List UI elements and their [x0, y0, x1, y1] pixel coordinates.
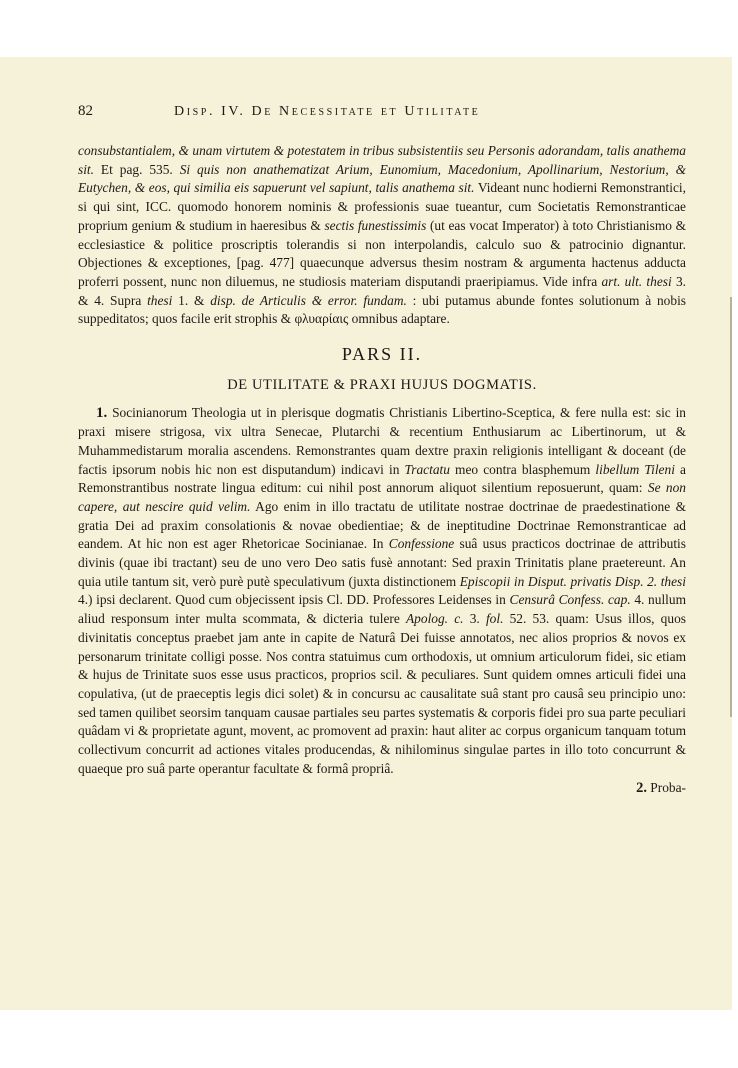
italic-text: disp. de Articulis & error. fundam. — [210, 292, 407, 308]
page-header — [78, 103, 686, 123]
text: suâ usus practicos doctrinae de attributis divinis (quae ibi tractant) seu de uno vero Deo satis fusè annotant: Sed praxin Trinitatis plane praetereunt. An quia utile tantum sit, verò purè putè speculativum (juxta distinctionem — [78, 536, 686, 589]
italic-text: libellum Tileni — [595, 461, 675, 477]
italic-text: Confessione — [388, 536, 455, 552]
paragraph-number: 1. — [96, 405, 108, 422]
catchword-text: Proba- — [646, 779, 686, 795]
italic-text: sectis funestissimis — [324, 217, 427, 233]
text: Et pag. 535. — [94, 161, 180, 177]
text: a Remonstrantibus nostrate lingua editum: cui nihil post annorum aliquot silentium reposuerunt, quam: — [78, 461, 686, 496]
page-number: 82 — [78, 103, 93, 119]
running-title: Disp. IV. De Necessitate et Utilitate — [174, 104, 481, 119]
italic-text: fol. — [485, 611, 504, 627]
italic-text: thesi — [147, 292, 173, 308]
next-paragraph-number: 2. — [636, 779, 647, 796]
italic-text: Apolog. c. — [406, 611, 464, 627]
text: meo contra blasphemum — [449, 461, 596, 477]
text: 3. — [463, 611, 486, 627]
text: 1. & — [172, 292, 211, 308]
page-edge — [730, 297, 732, 717]
italic-text: Tractatu — [404, 461, 450, 477]
italic-text: Censurâ Confess. cap. — [509, 592, 631, 608]
italic-text: Se non capere, aut nescire quid velim. — [78, 480, 687, 514]
italic-text: Episcopii in Disput. privatis Disp. 2. thesi — [459, 573, 686, 589]
catchword — [78, 779, 686, 798]
text: 4. nullum aliud responsum inter multa scommata, & dicteria tulere — [78, 592, 686, 627]
greek-word: φλυαρίαις — [294, 311, 349, 327]
section-subtitle: DE UTILITATE & PRAXI HUJUS DOGMATIS. — [227, 376, 537, 393]
paragraph-1 — [78, 404, 686, 778]
text: Ago enim in illo tractatu de utilitate nostrae doctrinae de praedestinatione & gratia Dei ad praxim consolationis & novae obedientiae; & de ineptitudine Doctrinae Remonstranticae ad eandem. At hic non est ager Rhetoricae Socinianae. In — [78, 498, 686, 552]
text: 52. 53. quam: Usus illos, quos divinitatis conceptus praebet jam ante in capite de Naturâ Dei fuisse annotatos, nec alios proprios & novos ex personarum trinitate colligi posse. Nos contra statuimus cum orthodoxis, ut omnium articulorum fidei, sic etiam & hujus de Trinitate suos esse usus practicos, proprios scil. & peculiares. Sunt quidem omnes articuli fidei una copulativa, (ut de praeceptis legis dici solet) & in concursu ac causalitate suâ stant pro causâ seu principio uno: sed tamen quilibet seorsim tanquam causae partiales seu partes systematis & corporis fidei pro sua parte peculiari quâdam vi & proprietate agunt, movent, ac promovent ad praxin: haut aliter ac corpus organicum tanquam totum collectivum concurrit ad actiones vitales producendas, & nihilominus singulae partes in illo toto concurrunt & quaeque pro suâ parte operantur facultate & formâ propriâ. — [78, 611, 686, 776]
text: omnibus adaptare. — [348, 311, 450, 327]
text: : ubi putamus abunde fontes solutionum à nobis suppeditatos; quos facile erit strophis & — [78, 292, 687, 327]
paragraph-continued — [78, 142, 686, 329]
text: Socinianorum Theologia ut in plerisque dogmatis Christianis Libertino-Sceptica, & fere nulla est: sic in praxi misere strigosa, vix ultra Senecae, Plutarchi & recentium Enthusiarum ac Libertinorum, ut & Muhammedistarum moralia ascendens. Remonstrantes quam dextre praxin religionis intelligant & doceant (de factis ipsorum nobis hic non est disputandum) indicavi in — [78, 405, 686, 477]
page-body — [78, 142, 686, 797]
text: (ut eas vocat Imperator) à toto Christianismo & ecclesiastice & politice proscriptis tolerandis si non interpolandis, calculo suo & patrocinio dignantur. Objectiones & exceptiones, [pag. 477] quaecunque adversus thesim nostram & argumenta hactenus adducta proferri possent, nunc non diluemus, ne studiosis materiam disputandi praeripiamus. Vide infra — [78, 217, 686, 289]
italic-text: art. ult. thesi — [601, 273, 672, 289]
italic-text: consubstantialem, & unam virtutem & potestatem in tribus subsistentiis seu Personis adorandam, talis anathema sit. — [78, 143, 686, 177]
text: Videant nunc hodierni Remonstrantici, si qui sint, ICC. quomodo honorem nominis & professionis suae tueantur, cum Societatis Remonstranticae proprium genium & studium in haeresibus & — [78, 180, 686, 233]
text: 3. & 4. Supra — [78, 273, 687, 308]
text: 4.) ipsi declarent. Quod cum objecissent ipsis Cl. DD. Professores Leidenses in — [78, 592, 510, 608]
book-page — [0, 57, 732, 1010]
section-heading: PARS II. — [341, 344, 423, 365]
italic-text: Si quis non anathematizat Arium, Eunomium, Macedonium, Apollinarium, Nestorium, & Eutychen, & eos, qui similia eis sapuerunt vel sapiunt, talis anathema sit. — [78, 161, 687, 196]
